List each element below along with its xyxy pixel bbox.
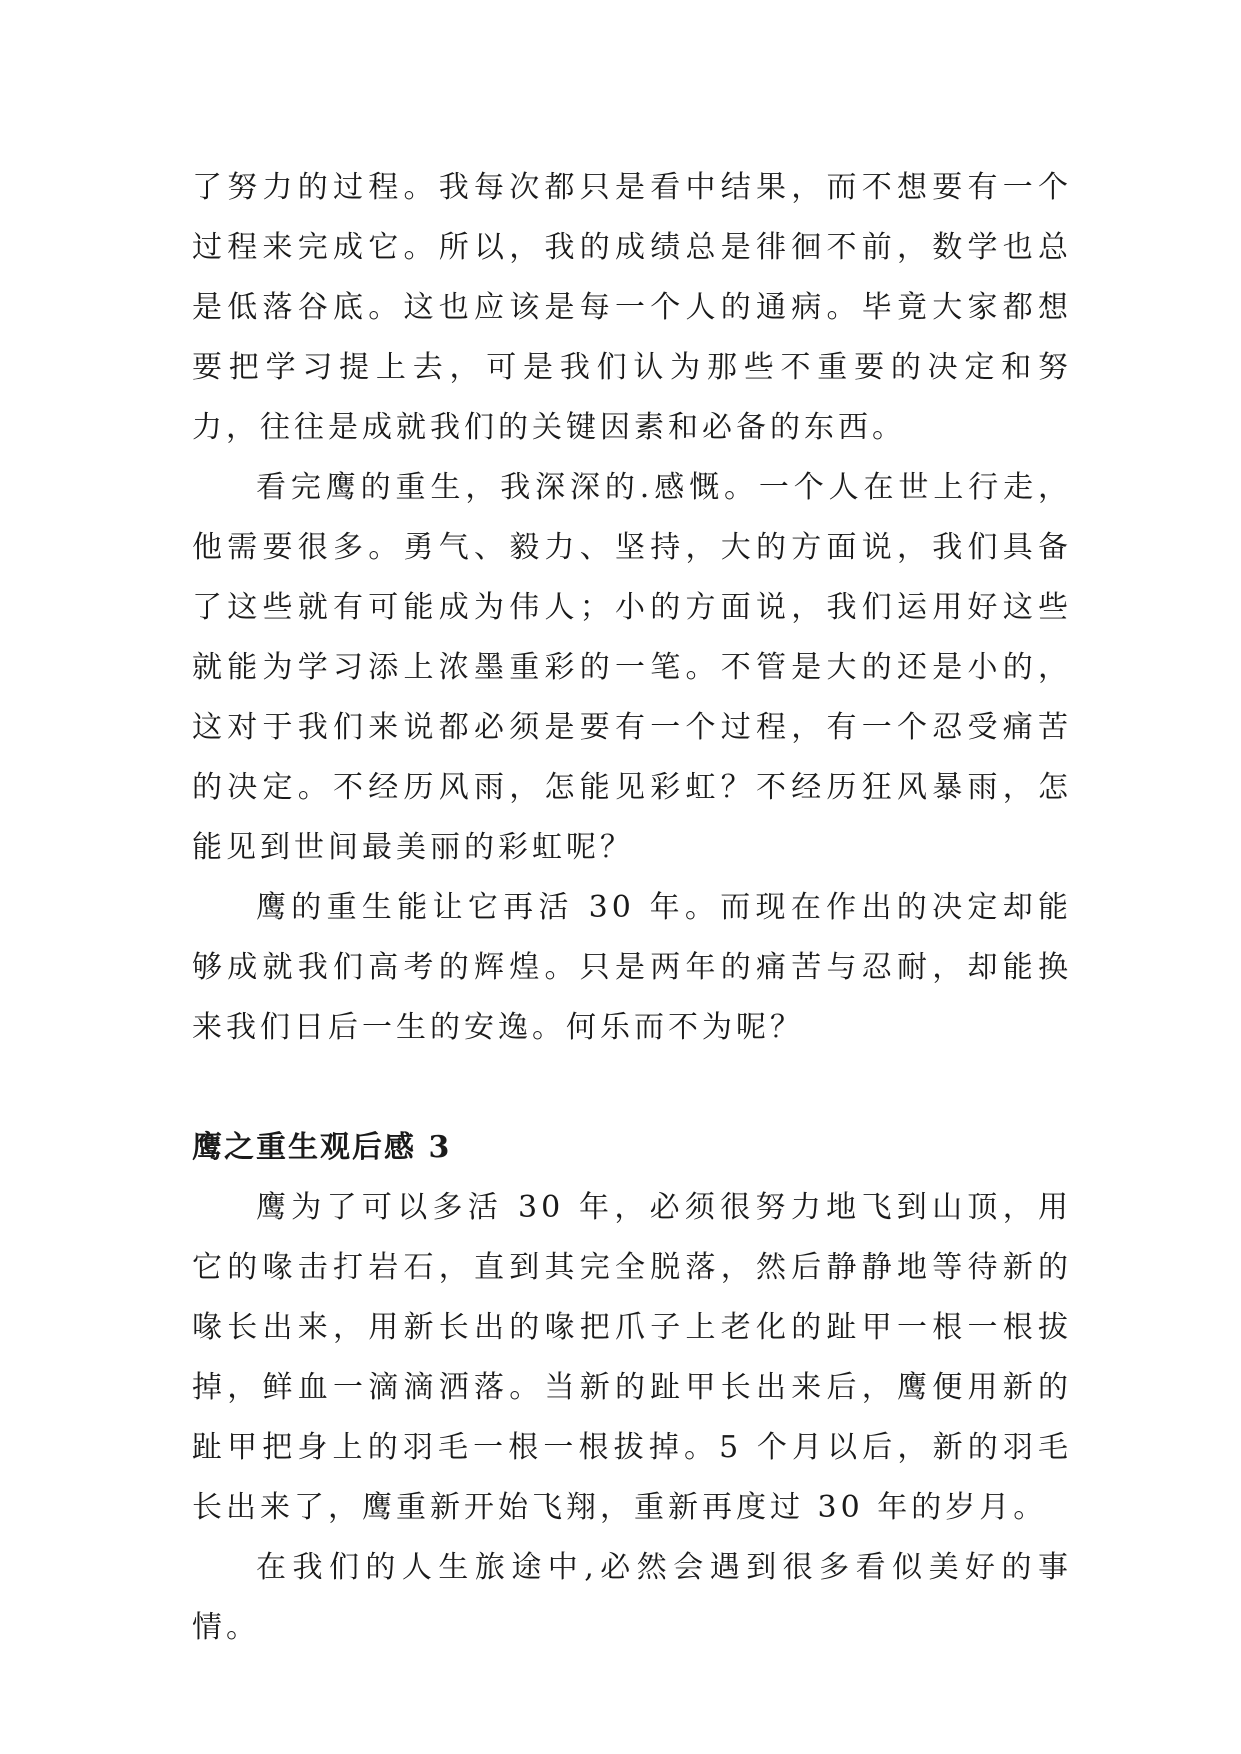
paragraph-life-journey: 在我们的人生旅途中,必然会遇到很多看似美好的事情。 <box>192 1550 1072 1645</box>
section-title: 鹰之重生观后感 3 <box>192 1130 452 1165</box>
paragraph-eagle-rebirth-conclusion: 鹰的重生能让它再活 30 年。而现在作出的决定却能够成就我们高考的辉煌。只是两年的痛苦与忍耐，却能换来我们日后一生的安逸。何乐而不为呢？ <box>192 890 1072 1045</box>
paragraph-continuation: 了努力的过程。我每次都只是看中结果，而不想要有一个过程来完成它。所以，我的成绩总是徘徊不前，数学也总是低落谷底。这也应该是每一个人的通病。毕竟大家都想要把学习提上去，可是我们认为那些不重要的决定和努力，往往是成就我们的关键因素和必备的东西。 <box>192 170 1072 445</box>
document-body <box>192 158 1072 1658</box>
paragraph-eagle-process: 鹰为了可以多活 30 年，必须很努力地飞到山顶，用它的喙击打岩石，直到其完全脱落，然后静静地等待新的喙长出来，用新长出的喙把爪子上老化的趾甲一根一根拔掉，鲜血一滴滴洒落。当新的趾甲长出来后，鹰便用新的趾甲把身上的羽毛一根一根拔掉。5 个月以后，新的羽毛长出来了，鹰重新开始飞翔，重新再度过 30 年的岁月。 <box>192 1190 1072 1525</box>
section-spacer <box>192 1058 1072 1118</box>
paragraph-eagle-reflection: 看完鹰的重生，我深深的.感慨。一个人在世上行走，他需要很多。勇气、毅力、坚持，大的方面说，我们具备了这些就有可能成为伟人；小的方面说，我们运用好这些就能为学习添上浓墨重彩的一笔。不管是大的还是小的，这对于我们来说都必须是要有一个过程，有一个忍受痛苦的决定。不经历风雨，怎能见彩虹？不经历狂风暴雨，怎能见到世间最美丽的彩虹呢？ <box>192 470 1072 865</box>
